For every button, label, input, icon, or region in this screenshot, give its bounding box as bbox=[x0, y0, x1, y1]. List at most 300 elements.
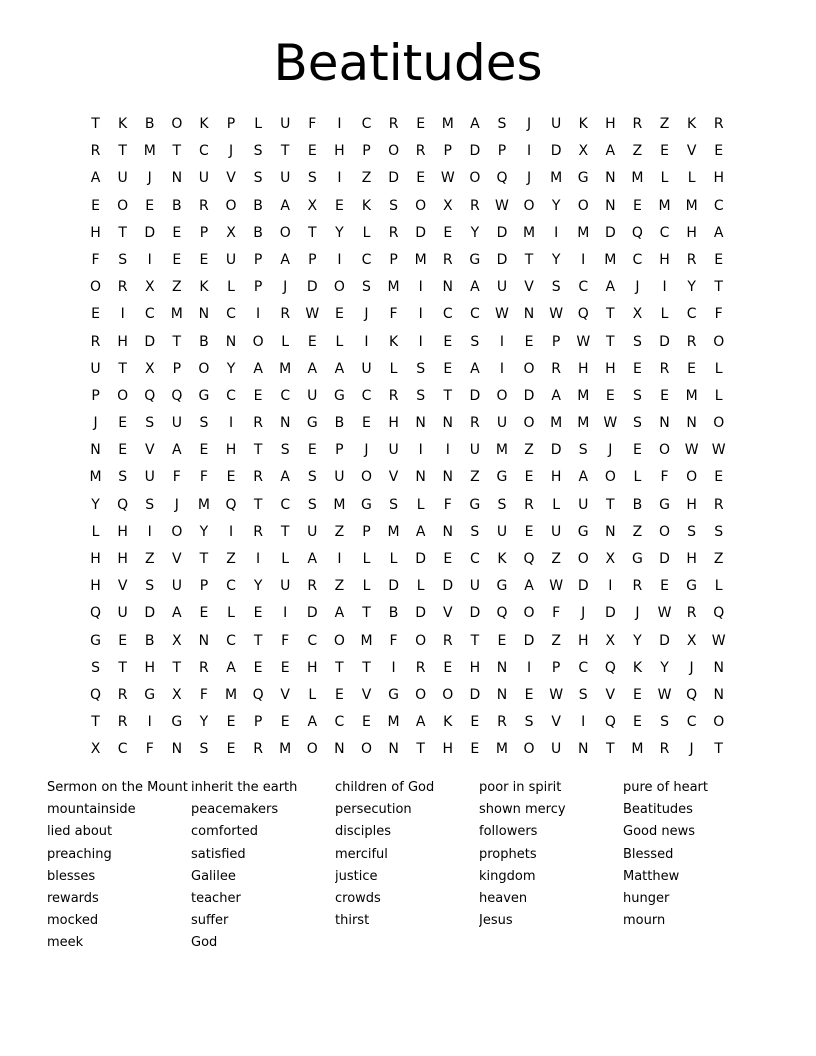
grid-letter: M bbox=[387, 714, 400, 731]
grid-letter: O bbox=[225, 197, 237, 214]
grid-letter: Q bbox=[496, 170, 508, 187]
grid-letter: R bbox=[199, 197, 209, 214]
grid-letter: A bbox=[307, 360, 318, 377]
grid-letter: M bbox=[360, 632, 373, 649]
grid-letter: E bbox=[362, 415, 371, 432]
grid-letter: U bbox=[280, 116, 291, 132]
grid-letter: X bbox=[632, 306, 643, 323]
grid-letter: E bbox=[632, 197, 642, 214]
grid-letter: L bbox=[281, 333, 290, 350]
grid-letter: O bbox=[252, 333, 264, 350]
grid-letter: A bbox=[280, 251, 290, 268]
grid-letter: H bbox=[90, 578, 101, 595]
grid-letter: R bbox=[199, 659, 209, 676]
grid-letter: B bbox=[334, 415, 345, 432]
grid-letter: O bbox=[713, 714, 725, 731]
grid-letter: Y bbox=[253, 578, 263, 595]
grid-letter: K bbox=[388, 333, 399, 350]
grid-letter: M bbox=[604, 251, 617, 268]
grid-letter: J bbox=[526, 116, 532, 132]
grid-letter: F bbox=[714, 306, 723, 323]
grid-letter: O bbox=[415, 686, 427, 703]
grid-letter: I bbox=[337, 170, 342, 187]
grid-letter: X bbox=[307, 197, 318, 214]
grid-letter: Y bbox=[226, 360, 236, 377]
grid-letter: A bbox=[172, 442, 182, 459]
grid-letter: P bbox=[172, 360, 182, 377]
grid-letter: A bbox=[280, 469, 290, 486]
grid-row bbox=[82, 111, 734, 138]
word-list-item: peacemakers bbox=[191, 802, 279, 818]
grid-letter: L bbox=[91, 523, 100, 540]
grid-letter: E bbox=[714, 143, 724, 160]
grid-letter: U bbox=[469, 578, 480, 595]
grid-letter: D bbox=[469, 143, 481, 160]
grid-row bbox=[82, 492, 734, 519]
grid-letter: G bbox=[306, 415, 318, 432]
grid-letter: V bbox=[686, 143, 697, 160]
grid-letter: D bbox=[550, 442, 562, 459]
grid-letter: E bbox=[172, 251, 182, 268]
grid-letter: C bbox=[713, 197, 724, 214]
grid-letter: S bbox=[307, 469, 317, 486]
grid-letter: V bbox=[442, 605, 453, 622]
word-list-row bbox=[47, 777, 767, 799]
grid-letter: H bbox=[225, 442, 237, 459]
grid-letter: E bbox=[362, 714, 371, 731]
grid-letter: E bbox=[118, 442, 128, 459]
grid-letter: X bbox=[90, 741, 101, 758]
grid-letter: K bbox=[443, 714, 453, 731]
grid-letter: S bbox=[578, 442, 588, 459]
grid-letter: G bbox=[577, 170, 589, 187]
grid-letter: W bbox=[711, 632, 726, 649]
grid-letter: V bbox=[361, 686, 372, 703]
grid-letter: I bbox=[445, 442, 450, 459]
grid-letter: T bbox=[253, 442, 263, 459]
grid-letter: U bbox=[334, 469, 345, 486]
grid-letter: E bbox=[226, 741, 236, 758]
grid-letter: G bbox=[469, 496, 481, 513]
grid-letter: D bbox=[523, 632, 535, 649]
word-list-item: poor in spirit bbox=[479, 780, 562, 795]
grid-letter: E bbox=[443, 551, 453, 567]
grid-letter: S bbox=[389, 197, 399, 214]
grid-letter: X bbox=[578, 143, 589, 160]
grid-letter: A bbox=[280, 197, 290, 214]
grid-letter: E bbox=[199, 605, 209, 622]
grid-letter: C bbox=[199, 143, 209, 160]
word-list-item: pure of heart bbox=[623, 780, 708, 795]
grid-letter: M bbox=[577, 415, 590, 432]
grid-letter: E bbox=[145, 197, 155, 214]
grid-letter: E bbox=[714, 251, 724, 268]
grid-letter: H bbox=[686, 551, 697, 567]
grid-letter: I bbox=[526, 143, 532, 160]
grid-letter: I bbox=[364, 333, 369, 350]
grid-letter: T bbox=[714, 279, 723, 296]
grid-letter: S bbox=[578, 686, 588, 703]
grid-row bbox=[82, 464, 734, 491]
grid-letter: P bbox=[335, 442, 344, 459]
grid-letter: E bbox=[632, 686, 642, 703]
grid-letter: D bbox=[659, 333, 670, 350]
grid-letter: P bbox=[253, 714, 263, 731]
grid-letter: A bbox=[470, 360, 480, 377]
grid-letter: U bbox=[578, 496, 589, 513]
grid-letter: N bbox=[279, 415, 291, 432]
word-list-row bbox=[47, 844, 767, 866]
grid-letter: O bbox=[442, 686, 454, 703]
grid-letter: P bbox=[362, 143, 371, 160]
grid-letter: O bbox=[659, 442, 671, 459]
grid-letter: E bbox=[226, 469, 236, 486]
word-list-item: Blessed bbox=[623, 846, 674, 862]
grid-letter: L bbox=[362, 578, 371, 595]
grid-letter: U bbox=[90, 360, 101, 377]
grid-letter: S bbox=[199, 741, 209, 758]
grid-letter: U bbox=[496, 279, 508, 296]
grid-letter: Z bbox=[551, 632, 561, 649]
grid-letter: T bbox=[118, 360, 127, 377]
grid-letter: D bbox=[144, 333, 156, 350]
grid-letter: A bbox=[578, 469, 589, 486]
grid-letter: U bbox=[144, 469, 155, 486]
grid-letter: C bbox=[280, 387, 291, 404]
grid-letter: Z bbox=[361, 170, 372, 187]
grid-letter: A bbox=[470, 116, 480, 132]
grid-letter: T bbox=[91, 714, 100, 731]
grid-letter: R bbox=[632, 578, 643, 595]
grid-letter: O bbox=[360, 741, 372, 758]
grid-letter: G bbox=[90, 632, 101, 649]
grid-letter: R bbox=[686, 251, 697, 268]
word-list-item: mourn bbox=[623, 913, 666, 929]
grid-letter: D bbox=[306, 605, 318, 622]
grid-letter: K bbox=[199, 279, 209, 296]
grid-letter: T bbox=[280, 143, 290, 160]
grid-letter: T bbox=[714, 741, 723, 758]
grid-letter: D bbox=[388, 170, 399, 187]
word-list-item: shown mercy bbox=[479, 802, 566, 818]
grid-letter: L bbox=[714, 360, 723, 377]
grid-letter: V bbox=[117, 578, 128, 595]
grid-letter: A bbox=[605, 279, 616, 296]
grid-letter: D bbox=[604, 605, 616, 622]
grid-letter: E bbox=[660, 387, 669, 404]
grid-letter: G bbox=[659, 496, 670, 513]
grid-letter: O bbox=[117, 197, 129, 214]
grid-letter: B bbox=[199, 333, 209, 350]
grid-letter: O bbox=[523, 360, 535, 377]
word-list-item: suffer bbox=[191, 913, 229, 929]
grid-letter: M bbox=[89, 469, 102, 486]
grid-letter: M bbox=[197, 496, 210, 513]
grid-letter: Q bbox=[523, 551, 535, 567]
grid-letter: Q bbox=[686, 686, 698, 703]
grid-letter: C bbox=[361, 116, 372, 132]
grid-letter: R bbox=[469, 415, 480, 432]
grid-letter: E bbox=[524, 333, 534, 350]
grid-letter: L bbox=[660, 306, 669, 323]
grid-letter: L bbox=[416, 496, 425, 513]
grid-letter: N bbox=[605, 170, 616, 187]
grid-letter: H bbox=[307, 659, 318, 676]
grid-letter: W bbox=[684, 442, 699, 459]
grid-letter: B bbox=[253, 224, 263, 241]
grid-letter: C bbox=[226, 578, 236, 595]
grid-letter: P bbox=[443, 143, 452, 160]
grid-letter: L bbox=[714, 387, 723, 404]
grid-letter: W bbox=[657, 605, 672, 622]
word-list-item: comforted bbox=[191, 824, 258, 840]
grid-letter: J bbox=[93, 415, 98, 432]
grid-letter: E bbox=[443, 333, 453, 350]
grid-letter: U bbox=[171, 578, 182, 595]
word-list-row bbox=[47, 888, 767, 910]
grid-letter: D bbox=[415, 605, 427, 622]
grid-letter: E bbox=[253, 659, 263, 676]
grid-letter: A bbox=[334, 605, 345, 622]
grid-letter: O bbox=[279, 224, 291, 241]
grid-letter: S bbox=[362, 279, 371, 296]
grid-letter: Q bbox=[713, 605, 725, 622]
grid-letter: L bbox=[660, 170, 669, 187]
grid-letter: S bbox=[632, 415, 642, 432]
grid-letter: U bbox=[551, 523, 562, 540]
grid-letter: A bbox=[524, 578, 534, 595]
grid-letter: E bbox=[470, 714, 480, 731]
grid-letter: H bbox=[117, 523, 128, 540]
grid-letter: W bbox=[711, 442, 726, 459]
grid-letter: V bbox=[388, 469, 399, 486]
grid-letter: P bbox=[199, 224, 209, 241]
grid-letter: P bbox=[253, 251, 263, 268]
grid-letter: S bbox=[714, 523, 724, 540]
grid-letter: W bbox=[495, 197, 509, 214]
word-list bbox=[47, 777, 767, 955]
word-list-row bbox=[47, 799, 767, 821]
grid-letter: L bbox=[335, 333, 344, 350]
grid-letter: U bbox=[171, 415, 182, 432]
grid-letter: X bbox=[686, 632, 697, 649]
grid-letter: G bbox=[496, 469, 508, 486]
grid-letter: E bbox=[199, 442, 209, 459]
grid-row bbox=[82, 709, 734, 736]
grid-letter: T bbox=[91, 116, 100, 132]
grid-letter: J bbox=[364, 442, 369, 459]
grid-letter: R bbox=[497, 714, 507, 731]
grid-letter: R bbox=[253, 523, 263, 540]
grid-letter: S bbox=[118, 469, 128, 486]
grid-letter: R bbox=[307, 578, 318, 595]
grid-letter: E bbox=[632, 360, 642, 377]
grid-letter: K bbox=[118, 116, 128, 132]
grid-letter: C bbox=[442, 306, 453, 323]
grid-letter: B bbox=[632, 496, 643, 513]
grid-letter: R bbox=[524, 496, 534, 513]
grid-letter: B bbox=[144, 632, 155, 649]
grid-letter: Q bbox=[252, 686, 264, 703]
grid-letter: O bbox=[117, 387, 129, 404]
grid-letter: W bbox=[549, 578, 564, 595]
grid-letter: D bbox=[415, 224, 427, 241]
grid-letter: Z bbox=[334, 578, 345, 595]
grid-letter: E bbox=[334, 686, 344, 703]
grid-letter: O bbox=[523, 197, 535, 214]
grid-letter: I bbox=[256, 306, 261, 323]
grid-letter: E bbox=[443, 659, 453, 676]
grid-letter: D bbox=[144, 605, 156, 622]
grid-letter: Q bbox=[90, 605, 102, 622]
word-list-item: merciful bbox=[335, 846, 388, 862]
word-list-item: thirst bbox=[335, 913, 370, 929]
grid-letter: O bbox=[415, 632, 427, 649]
grid-letter: E bbox=[253, 605, 263, 622]
grid-letter: F bbox=[389, 306, 398, 323]
grid-letter: J bbox=[635, 279, 640, 296]
grid-letter: H bbox=[469, 659, 481, 676]
grid-letter: M bbox=[550, 415, 563, 432]
grid-row bbox=[82, 655, 734, 682]
word-list-item: Good news bbox=[623, 824, 696, 840]
grid-letter: D bbox=[469, 605, 481, 622]
grid-letter: L bbox=[227, 279, 235, 296]
word-list-item: lied about bbox=[47, 824, 113, 840]
grid-letter: Q bbox=[631, 224, 643, 241]
grid-letter: M bbox=[170, 306, 183, 323]
grid-letter: H bbox=[442, 741, 454, 758]
grid-letter: T bbox=[118, 659, 127, 676]
grid-letter: D bbox=[469, 686, 481, 703]
grid-letter: O bbox=[523, 741, 535, 758]
grid-letter: T bbox=[362, 659, 371, 676]
grid-letter: R bbox=[442, 632, 453, 649]
grid-letter: R bbox=[388, 387, 399, 404]
grid-letter: N bbox=[225, 333, 237, 350]
grid-letter: S bbox=[253, 170, 263, 187]
grid-letter: N bbox=[388, 741, 399, 758]
grid-letter: X bbox=[605, 632, 616, 649]
grid-letter: R bbox=[280, 306, 291, 323]
grid-letter: V bbox=[524, 279, 534, 296]
grid-letter: S bbox=[145, 415, 155, 432]
grid-row bbox=[82, 682, 734, 709]
word-list-item: disciples bbox=[335, 824, 392, 840]
grid-letter: I bbox=[418, 306, 423, 323]
grid-letter: H bbox=[550, 469, 562, 486]
grid-letter: U bbox=[198, 170, 210, 187]
grid-row bbox=[82, 546, 734, 573]
grid-letter: P bbox=[551, 659, 561, 676]
grid-letter: G bbox=[361, 496, 372, 513]
grid-row bbox=[82, 519, 734, 546]
grid-letter: H bbox=[686, 496, 697, 513]
grid-letter: Y bbox=[91, 496, 100, 513]
grid-letter: O bbox=[360, 469, 372, 486]
grid-row bbox=[82, 138, 734, 165]
grid-letter: U bbox=[280, 170, 291, 187]
grid-letter: R bbox=[686, 333, 697, 350]
grid-letter: E bbox=[660, 143, 669, 160]
letter-grid bbox=[82, 111, 734, 764]
grid-letter: A bbox=[415, 714, 426, 731]
grid-letter: O bbox=[90, 279, 102, 296]
grid-letter: T bbox=[253, 632, 263, 649]
grid-letter: D bbox=[496, 224, 508, 241]
grid-letter: X bbox=[172, 632, 182, 649]
grid-row bbox=[82, 383, 734, 410]
grid-letter: V bbox=[605, 686, 616, 703]
grid-letter: R bbox=[686, 605, 697, 622]
grid-letter: W bbox=[576, 333, 591, 350]
grid-letter: H bbox=[117, 333, 128, 350]
grid-letter: I bbox=[120, 306, 125, 323]
word-list-item: inherit the earth bbox=[191, 780, 298, 795]
grid-letter: U bbox=[117, 170, 128, 187]
grid-letter: C bbox=[469, 551, 480, 567]
grid-letter: R bbox=[117, 714, 128, 731]
grid-letter: L bbox=[281, 551, 290, 567]
word-list-item: mocked bbox=[47, 913, 99, 929]
grid-letter: R bbox=[117, 686, 128, 703]
grid-letter: P bbox=[253, 279, 263, 296]
grid-letter: E bbox=[443, 224, 453, 241]
grid-letter: G bbox=[198, 387, 210, 404]
grid-letter: M bbox=[550, 170, 563, 187]
grid-letter: F bbox=[199, 686, 208, 703]
grid-letter: I bbox=[418, 442, 423, 459]
grid-letter: D bbox=[577, 578, 589, 595]
grid-letter: L bbox=[633, 469, 642, 486]
grid-letter: P bbox=[551, 333, 561, 350]
grid-letter: E bbox=[307, 333, 317, 350]
word-list-row bbox=[47, 821, 767, 843]
grid-letter: C bbox=[226, 387, 236, 404]
grid-letter: R bbox=[388, 224, 399, 241]
word-list-item: prophets bbox=[479, 846, 537, 862]
grid-letter: W bbox=[495, 306, 509, 323]
grid-letter: T bbox=[606, 741, 615, 758]
grid-letter: S bbox=[91, 659, 100, 676]
grid-letter: I bbox=[418, 279, 423, 296]
grid-letter: I bbox=[662, 279, 667, 296]
grid-letter: C bbox=[117, 741, 128, 758]
word-list-item: hunger bbox=[623, 890, 670, 906]
word-list-item: rewards bbox=[47, 890, 99, 906]
grid-letter: M bbox=[414, 251, 427, 268]
grid-row bbox=[82, 600, 734, 627]
grid-letter: U bbox=[307, 387, 318, 404]
grid-letter: Y bbox=[335, 224, 344, 241]
grid-letter: M bbox=[577, 387, 590, 404]
grid-letter: W bbox=[657, 686, 672, 703]
grid-letter: T bbox=[443, 387, 453, 404]
grid-letter: E bbox=[524, 523, 534, 540]
grid-letter: N bbox=[415, 469, 426, 486]
word-list-item: persecution bbox=[335, 802, 412, 818]
grid-letter: V bbox=[280, 686, 290, 703]
grid-letter: P bbox=[497, 143, 507, 160]
grid-letter: E bbox=[687, 360, 697, 377]
grid-letter: I bbox=[228, 523, 234, 540]
grid-letter: T bbox=[199, 551, 209, 567]
grid-letter: M bbox=[279, 360, 292, 377]
grid-letter: H bbox=[659, 251, 670, 268]
grid-letter: Z bbox=[632, 143, 643, 160]
grid-letter: E bbox=[118, 415, 128, 432]
grid-letter: X bbox=[144, 360, 155, 377]
